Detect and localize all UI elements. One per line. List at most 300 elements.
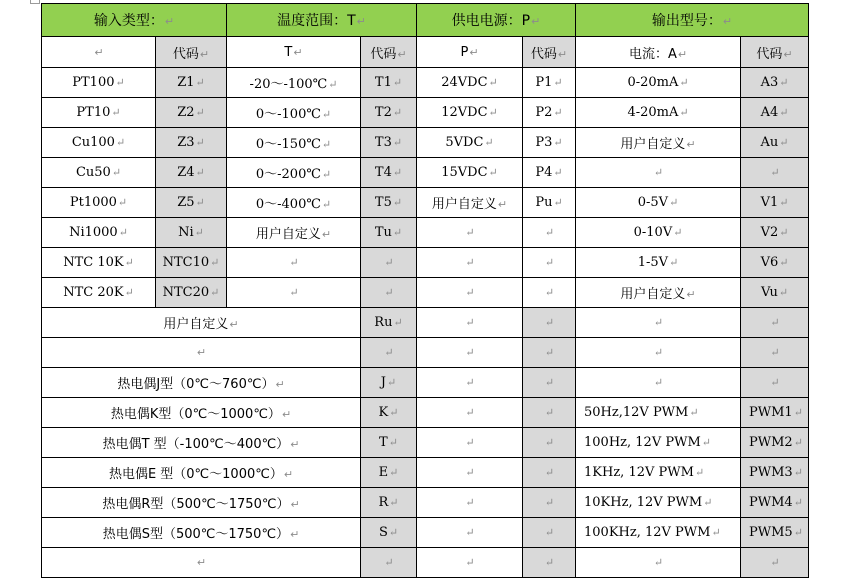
cell-text: 用户自定义 <box>620 287 686 302</box>
table-cell <box>227 68 361 98</box>
table-cell <box>361 278 417 308</box>
table-cell <box>361 368 417 398</box>
cell-text: T5 <box>374 195 392 210</box>
cell-text: T1 <box>374 75 392 90</box>
cell-text: 用户自定义 <box>431 197 497 212</box>
paragraph-mark-icon: ↵ <box>793 466 803 479</box>
table-cell <box>741 518 809 548</box>
paragraph-mark-icon: ↵ <box>544 226 555 239</box>
subheader-cell <box>156 37 227 68</box>
paragraph-mark-icon: ↵ <box>283 468 294 481</box>
cell-text: P4 <box>535 165 553 180</box>
paragraph-mark-icon: ↵ <box>770 346 780 359</box>
cell-text: 0～-200℃ <box>255 167 321 182</box>
cell-text: Cu50 <box>75 165 111 180</box>
paragraph-mark-icon: ↵ <box>115 76 125 89</box>
paragraph-mark-icon: ↵ <box>210 256 220 269</box>
subheader-cell <box>361 37 417 68</box>
table-cell <box>227 278 361 308</box>
paragraph-mark-icon: ↵ <box>115 136 126 149</box>
table-cell <box>741 308 809 338</box>
paragraph-mark-icon: ↵ <box>488 76 498 89</box>
table-cell <box>361 218 417 248</box>
cell-text: 用户自定义 <box>255 227 321 242</box>
cell-text: 50Hz,12V PWM <box>584 405 689 420</box>
paragraph-mark-icon: ↵ <box>388 526 399 539</box>
paragraph-mark-icon: ↵ <box>544 376 555 389</box>
table-cell <box>417 488 523 518</box>
table-row <box>42 518 809 548</box>
table-cell <box>361 128 417 158</box>
cell-text: P2 <box>535 105 553 120</box>
header-input-type: 输入类型：↵ <box>42 4 227 37</box>
table-cell <box>42 248 156 278</box>
paragraph-mark-icon: ↵ <box>384 556 394 569</box>
paragraph-mark-icon: ↵ <box>465 436 475 449</box>
table-cell <box>361 308 417 338</box>
cell-text: V6 <box>760 255 779 270</box>
paragraph-mark-icon: ↵ <box>389 496 399 509</box>
paragraph-mark-icon: ↵ <box>779 256 789 269</box>
table-cell <box>42 158 156 188</box>
paragraph-mark-icon: ↵ <box>793 436 803 449</box>
paragraph-mark-icon: ↵ <box>321 168 332 181</box>
table-cell <box>417 158 523 188</box>
table-cell <box>417 278 523 308</box>
paragraph-mark-icon: ↵ <box>281 408 292 421</box>
cell-text: 4-20mA <box>627 105 679 120</box>
cell-text: T4 <box>374 165 392 180</box>
paragraph-mark-icon: ↵ <box>321 198 332 211</box>
cell-text: 热电偶J型（0℃～760℃） <box>117 377 275 392</box>
paragraph-mark-icon: ↵ <box>388 436 398 449</box>
cell-text: 代码 <box>530 46 557 62</box>
paragraph-mark-icon: ↵ <box>770 556 780 569</box>
paragraph-mark-icon: ↵ <box>653 556 664 569</box>
table-move-handle[interactable] <box>30 0 40 4</box>
cell-text: P3 <box>535 135 553 150</box>
paragraph-mark-icon: ↵ <box>195 136 205 149</box>
table-cell <box>523 278 576 308</box>
cell-text: 100KHz, 12V PWM <box>584 525 711 540</box>
table-cell <box>361 458 417 488</box>
table-cell <box>576 518 741 548</box>
cell-text: 热电偶S型（500℃～1750℃） <box>102 527 290 542</box>
cell-text: Z5 <box>177 195 195 210</box>
paragraph-mark-icon: ↵ <box>544 466 555 479</box>
paragraph-mark-icon: ↵ <box>293 45 303 59</box>
cell-text: J <box>380 375 386 390</box>
table-cell <box>42 428 361 458</box>
paragraph-mark-icon: ↵ <box>465 226 475 239</box>
subheader-cell <box>741 37 809 68</box>
paragraph-mark-icon: ↵ <box>290 498 300 511</box>
table-cell <box>576 488 741 518</box>
paragraph-mark-icon: ↵ <box>770 166 780 179</box>
paragraph-mark-icon: ↵ <box>195 106 205 119</box>
paragraph-mark-icon: ↵ <box>229 318 239 331</box>
cell-text: PWM2 <box>749 435 793 450</box>
subheader-cell <box>523 37 576 68</box>
table-cell <box>417 308 523 338</box>
table-cell <box>361 518 417 548</box>
paragraph-mark-icon: ↵ <box>679 76 689 89</box>
table-row <box>42 128 809 158</box>
paragraph-mark-icon: ↵ <box>783 47 793 61</box>
paragraph-mark-icon: ↵ <box>553 106 563 119</box>
cell-text: Z3 <box>177 135 195 150</box>
paragraph-mark-icon: ↵ <box>497 198 508 211</box>
table-cell <box>741 158 809 188</box>
table-cell <box>42 308 361 338</box>
cell-text: T <box>379 435 388 450</box>
table-cell <box>417 128 523 158</box>
table-cell <box>156 248 227 278</box>
paragraph-mark-icon: ↵ <box>195 76 205 89</box>
table-cell <box>741 188 809 218</box>
paragraph-mark-icon: ↵ <box>793 496 803 509</box>
paragraph-mark-icon: ↵ <box>465 496 475 509</box>
table-row <box>42 98 809 128</box>
table-cell <box>741 488 809 518</box>
table-cell <box>361 248 417 278</box>
table-cell <box>523 248 576 278</box>
table-cell <box>576 428 741 458</box>
paragraph-mark-icon: ↵ <box>196 346 207 359</box>
paragraph-mark-icon: ↵ <box>553 76 563 89</box>
paragraph-mark-icon: ↵ <box>679 106 689 119</box>
subheader-cell <box>417 37 523 68</box>
cell-text: 5VDC <box>445 135 484 150</box>
paragraph-mark-icon: ↵ <box>290 528 300 541</box>
table-cell <box>523 128 576 158</box>
cell-text: 1KHz, 12V PWM <box>584 465 694 480</box>
table-cell <box>523 548 576 578</box>
cell-text: 热电偶K型（0℃～1000℃） <box>110 407 281 422</box>
paragraph-mark-icon: ↵ <box>653 346 664 359</box>
paragraph-mark-icon: ↵ <box>531 15 541 28</box>
paragraph-mark-icon: ↵ <box>321 138 332 151</box>
paragraph-mark-icon: ↵ <box>194 226 204 239</box>
cell-text: 0-5V <box>637 195 669 210</box>
table-cell <box>227 218 361 248</box>
paragraph-mark-icon: ↵ <box>387 376 397 389</box>
table-cell <box>417 68 523 98</box>
paragraph-mark-icon: ↵ <box>94 45 104 59</box>
cell-text: 热电偶E 型（0℃～1000℃） <box>108 467 283 482</box>
table-cell <box>417 188 523 218</box>
paragraph-mark-icon: ↵ <box>195 166 205 179</box>
paragraph-mark-icon: ↵ <box>465 316 475 329</box>
table-cell <box>417 218 523 248</box>
cell-text: Ni1000 <box>69 225 118 240</box>
cell-text: 24VDC <box>441 75 488 90</box>
paragraph-mark-icon: ↵ <box>686 288 696 301</box>
table-cell <box>741 278 809 308</box>
cell-text: 用户自定义 <box>163 317 229 332</box>
paragraph-mark-icon: ↵ <box>392 136 403 149</box>
paragraph-mark-icon: ↵ <box>722 15 733 28</box>
table-cell <box>741 338 809 368</box>
table-cell <box>361 548 417 578</box>
table-row <box>42 428 809 458</box>
cell-text: Pu <box>535 195 553 210</box>
table-cell <box>42 548 361 578</box>
table-cell <box>156 98 227 128</box>
paragraph-mark-icon: ↵ <box>553 196 563 209</box>
cell-text: PT100 <box>72 75 115 90</box>
table-cell <box>156 278 227 308</box>
paragraph-mark-icon: ↵ <box>779 226 789 239</box>
table-row <box>42 158 809 188</box>
paragraph-mark-icon: ↵ <box>210 286 220 299</box>
paragraph-mark-icon: ↵ <box>544 406 555 419</box>
table-cell <box>42 218 156 248</box>
table-cell <box>42 278 156 308</box>
table-cell <box>42 368 361 398</box>
paragraph-mark-icon: ↵ <box>544 256 555 269</box>
cell-text: P <box>460 44 469 60</box>
cell-text: NTC 20K <box>63 285 124 300</box>
table-cell <box>417 548 523 578</box>
table-cell <box>156 128 227 158</box>
paragraph-mark-icon: ↵ <box>484 136 494 149</box>
cell-text: PWM1 <box>749 405 793 420</box>
paragraph-mark-icon: ↵ <box>392 196 403 209</box>
paragraph-mark-icon: ↵ <box>770 376 780 389</box>
table-cell <box>523 158 576 188</box>
table-cell <box>42 188 156 218</box>
paragraph-mark-icon: ↵ <box>465 346 475 359</box>
paragraph-mark-icon: ↵ <box>793 406 803 419</box>
table-cell <box>523 368 576 398</box>
table-cell <box>741 248 809 278</box>
paragraph-mark-icon: ↵ <box>544 346 555 359</box>
paragraph-mark-icon: ↵ <box>677 47 688 61</box>
paragraph-mark-icon: ↵ <box>694 466 705 479</box>
cell-text: PWM3 <box>749 465 793 480</box>
cell-text: Ru <box>374 315 393 330</box>
table-cell <box>741 398 809 428</box>
subheader-cell <box>42 37 156 68</box>
cell-text: PWM5 <box>749 525 793 540</box>
cell-text: T <box>284 44 293 60</box>
cell-text: V2 <box>760 225 779 240</box>
table-cell <box>227 158 361 188</box>
cell-text: 热电偶R型（500℃～1750℃） <box>102 497 290 512</box>
paragraph-mark-icon: ↵ <box>779 76 789 89</box>
paragraph-mark-icon: ↵ <box>118 226 128 239</box>
paragraph-mark-icon: ↵ <box>779 106 789 119</box>
table-cell <box>42 398 361 428</box>
table-cell <box>156 188 227 218</box>
paragraph-mark-icon: ↵ <box>275 378 285 391</box>
cell-text: 1-5V <box>637 255 669 270</box>
table-cell <box>523 338 576 368</box>
paragraph-mark-icon: ↵ <box>384 286 394 299</box>
paragraph-mark-icon: ↵ <box>701 436 711 449</box>
table-row <box>42 548 809 578</box>
paragraph-mark-icon: ↵ <box>392 76 403 89</box>
table-cell <box>361 158 417 188</box>
paragraph-mark-icon: ↵ <box>321 108 332 121</box>
paragraph-mark-icon: ↵ <box>553 166 563 179</box>
paragraph-mark-icon: ↵ <box>779 196 789 209</box>
paragraph-mark-icon: ↵ <box>389 466 399 479</box>
paragraph-mark-icon: ↵ <box>689 406 699 419</box>
paragraph-mark-icon: ↵ <box>686 138 696 151</box>
paragraph-mark-icon: ↵ <box>164 15 175 28</box>
table-cell <box>523 308 576 338</box>
paragraph-mark-icon: ↵ <box>465 376 475 389</box>
paragraph-mark-icon: ↵ <box>465 256 475 269</box>
table-cell <box>741 98 809 128</box>
table-cell <box>42 338 361 368</box>
table-cell <box>576 368 741 398</box>
cell-text: Tu <box>374 225 392 240</box>
table-cell <box>741 68 809 98</box>
table-cell <box>361 188 417 218</box>
table-cell <box>227 98 361 128</box>
table-cell <box>523 188 576 218</box>
table-cell <box>42 458 361 488</box>
header-output: 输出型号：↵ <box>576 4 809 37</box>
cell-text: Z2 <box>177 105 195 120</box>
paragraph-mark-icon: ↵ <box>673 226 683 239</box>
paragraph-mark-icon: ↵ <box>124 256 134 269</box>
paragraph-mark-icon: ↵ <box>384 346 394 359</box>
table-cell <box>227 128 361 158</box>
paragraph-mark-icon: ↵ <box>544 316 555 329</box>
table-row <box>42 278 809 308</box>
cell-text: NTC 10K <box>63 255 124 270</box>
table-cell <box>42 68 156 98</box>
table-row <box>42 398 809 428</box>
paragraph-mark-icon: ↵ <box>384 256 394 269</box>
table-row <box>42 218 809 248</box>
table-cell <box>42 488 361 518</box>
cell-text: 0～-100℃ <box>255 107 321 122</box>
table-cell <box>741 428 809 458</box>
table-cell <box>156 68 227 98</box>
paragraph-mark-icon: ↵ <box>111 166 122 179</box>
table-cell <box>576 338 741 368</box>
cell-text: NTC20 <box>162 285 210 300</box>
table-cell <box>523 488 576 518</box>
paragraph-mark-icon: ↵ <box>124 286 134 299</box>
paragraph-mark-icon: ↵ <box>465 406 475 419</box>
table-row <box>42 188 809 218</box>
paragraph-mark-icon: ↵ <box>289 286 299 299</box>
paragraph-mark-icon: ↵ <box>544 526 555 539</box>
paragraph-mark-icon: ↵ <box>195 196 205 209</box>
table-cell <box>741 218 809 248</box>
table-cell <box>417 338 523 368</box>
cell-text: Vu <box>760 285 778 300</box>
paragraph-mark-icon: ↵ <box>199 47 210 61</box>
table-cell <box>417 248 523 278</box>
cell-text: 12VDC <box>441 105 488 120</box>
cell-text: 代码 <box>756 46 783 62</box>
cell-text: A4 <box>760 105 779 120</box>
cell-text: 用户自定义 <box>620 137 686 152</box>
cell-text: Z4 <box>177 165 195 180</box>
paragraph-mark-icon: ↵ <box>392 226 403 239</box>
table-cell <box>42 128 156 158</box>
cell-text: V1 <box>760 195 779 210</box>
paragraph-mark-icon: ↵ <box>653 316 664 329</box>
table-cell <box>417 98 523 128</box>
cell-text: Z1 <box>177 75 195 90</box>
paragraph-mark-icon: ↵ <box>488 106 498 119</box>
table-cell <box>156 218 227 248</box>
table-cell <box>576 188 741 218</box>
table-cell <box>361 488 417 518</box>
paragraph-mark-icon: ↵ <box>117 196 128 209</box>
table-cell <box>523 398 576 428</box>
table-cell <box>417 368 523 398</box>
paragraph-mark-icon: ↵ <box>544 436 555 449</box>
paragraph-mark-icon: ↵ <box>111 106 121 119</box>
cell-text: 15VDC <box>441 165 488 180</box>
table-cell <box>361 68 417 98</box>
paragraph-mark-icon: ↵ <box>469 45 479 59</box>
table-cell <box>576 68 741 98</box>
table-cell <box>361 398 417 428</box>
cell-text: K <box>378 405 389 420</box>
cell-text: 0～-150℃ <box>255 137 321 152</box>
table-cell <box>576 308 741 338</box>
paragraph-mark-icon: ↵ <box>557 47 568 61</box>
cell-text: Ni <box>178 225 194 240</box>
paragraph-mark-icon: ↵ <box>356 15 366 28</box>
cell-text: -20～-100℃ <box>249 77 328 92</box>
paragraph-mark-icon: ↵ <box>321 228 332 241</box>
table-cell <box>576 548 741 578</box>
paragraph-mark-icon: ↵ <box>770 316 780 329</box>
table-cell <box>576 398 741 428</box>
table-cell <box>741 458 809 488</box>
cell-text: PWM4 <box>749 495 793 510</box>
paragraph-mark-icon: ↵ <box>544 286 555 299</box>
table-row <box>42 488 809 518</box>
spec-table <box>41 3 809 578</box>
cell-text: R <box>378 495 389 510</box>
table-cell <box>417 458 523 488</box>
table-cell <box>361 98 417 128</box>
paragraph-mark-icon: ↵ <box>703 496 713 509</box>
table-cell <box>361 338 417 368</box>
header-row <box>42 4 809 37</box>
cell-text: Au <box>760 135 779 150</box>
cell-text: Cu100 <box>71 135 115 150</box>
cell-text: Pt1000 <box>69 195 117 210</box>
cell-text: PT10 <box>76 105 111 120</box>
cell-text: 电流：A <box>628 46 677 62</box>
paragraph-mark-icon: ↵ <box>465 466 475 479</box>
table-row <box>42 458 809 488</box>
paragraph-mark-icon: ↵ <box>653 166 664 179</box>
table-cell <box>42 98 156 128</box>
subheader-cell <box>576 37 741 68</box>
table-cell <box>741 128 809 158</box>
paragraph-mark-icon: ↵ <box>465 526 475 539</box>
paragraph-mark-icon: ↵ <box>669 196 679 209</box>
cell-text: 0～-400℃ <box>255 197 321 212</box>
table-cell <box>227 188 361 218</box>
paragraph-mark-icon: ↵ <box>488 166 498 179</box>
paragraph-mark-icon: ↵ <box>653 376 664 389</box>
